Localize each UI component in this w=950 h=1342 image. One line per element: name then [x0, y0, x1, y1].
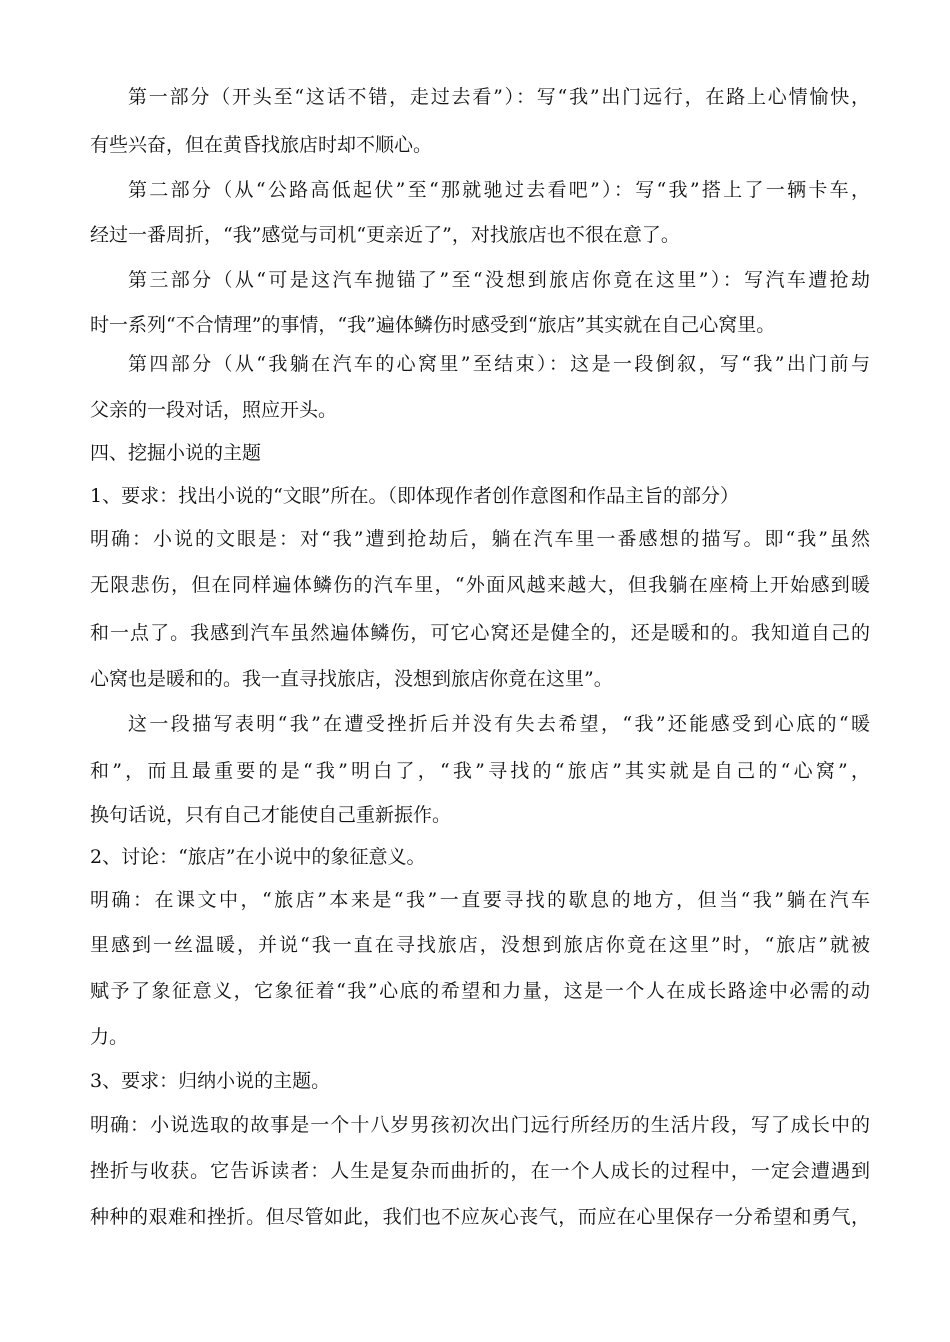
paragraph-line: 挫折与收获。它告诉读者：人生是复杂而曲折的，在一个人成长的过程中，一定会遭遇到: [90, 1160, 870, 1182]
paragraph-line: 赋予了象征意义，它象征着“我”心底的希望和力量，这是一个人在成长路途中必需的动: [90, 980, 870, 1002]
question-line: 2、讨论：“旅店”在小说中的象征意义。: [90, 846, 426, 868]
paragraph-line: 父亲的一段对话，照应开头。: [90, 399, 338, 421]
section-heading: 四、挖掘小说的主题: [90, 442, 262, 464]
paragraph-line: 第四部分（从“我躺在汽车的心窝里”至结束）：这是一段倒叙，写“我”出门前与: [128, 353, 870, 375]
paragraph-line: 这一段描写表明“我”在遭受挫折后并没有失去希望，“我”还能感受到心底的“暖: [128, 713, 870, 735]
paragraph-line: 种种的艰难和挫折。但尽管如此，我们也不应灰心丧气，而应在心里保存一分希望和勇气，: [90, 1206, 870, 1228]
paragraph-line: 明确：在课文中，“旅店”本来是“我”一直要寻找的歇息的地方，但当“我”躺在汽车: [90, 889, 870, 911]
paragraph-line: 换句话说，只有自己才能使自己重新振作。: [90, 804, 452, 826]
paragraph-line: 和一点了。我感到汽车虽然遍体鳞伤，可它心窝还是健全的，还是暖和的。我知道自己的: [90, 622, 870, 644]
paragraph-line: 有些兴奋，但在黄昏找旅店时却不顺心。: [90, 134, 433, 156]
paragraph-line: 第一部分（开头至“这话不错，走过去看”）：写“我”出门远行，在路上心情愉快，: [128, 86, 870, 108]
paragraph-line: 明确：小说的文眼是：对“我”遭到抢劫后，躺在汽车里一番感想的描写。即“我”虽然: [90, 528, 870, 550]
paragraph-line: 和”，而且最重要的是“我”明白了，“我”寻找的“旅店”其实就是自己的“心窝”，: [90, 760, 870, 782]
paragraph-line: 无限悲伤，但在同样遍体鳞伤的汽车里，“外面风越来越大，但我躺在座椅上开始感到暖: [90, 574, 870, 596]
paragraph-line: 第二部分（从“公路高低起伏”至“那就驰过去看吧”）：写“我”搭上了一辆卡车，: [128, 179, 870, 201]
paragraph-line: 明确：小说选取的故事是一个十八岁男孩初次出门远行所经历的生活片段，写了成长中的: [90, 1114, 870, 1136]
paragraph-line: 力。: [90, 1026, 129, 1048]
question-line: 3、要求：归纳小说的主题。: [90, 1070, 331, 1092]
paragraph-line: 经过一番周折，“我”感觉与司机“更亲近了”，对找旅店也不很在意了。: [90, 224, 680, 246]
paragraph-line: 时一系列“不合情理”的事情，“我”遍体鳞伤时感受到“旅店”其实就在自己心窝里。: [90, 314, 776, 336]
paragraph-line: 第三部分（从“可是这汽车抛锚了”至“没想到旅店你竟在这里”）：写汽车遭抢劫: [128, 269, 870, 291]
paragraph-line: 里感到一丝温暖，并说“我一直在寻找旅店，没想到旅店你竟在这里”时，“旅店”就被: [90, 934, 870, 956]
question-line: 1、要求：找出小说的“文眼”所在。（即体现作者创作意图和作品主旨的部分）: [90, 485, 740, 507]
paragraph-line: 心窝也是暖和的。我一直寻找旅店，没想到旅店你竟在这里”。: [90, 668, 613, 690]
